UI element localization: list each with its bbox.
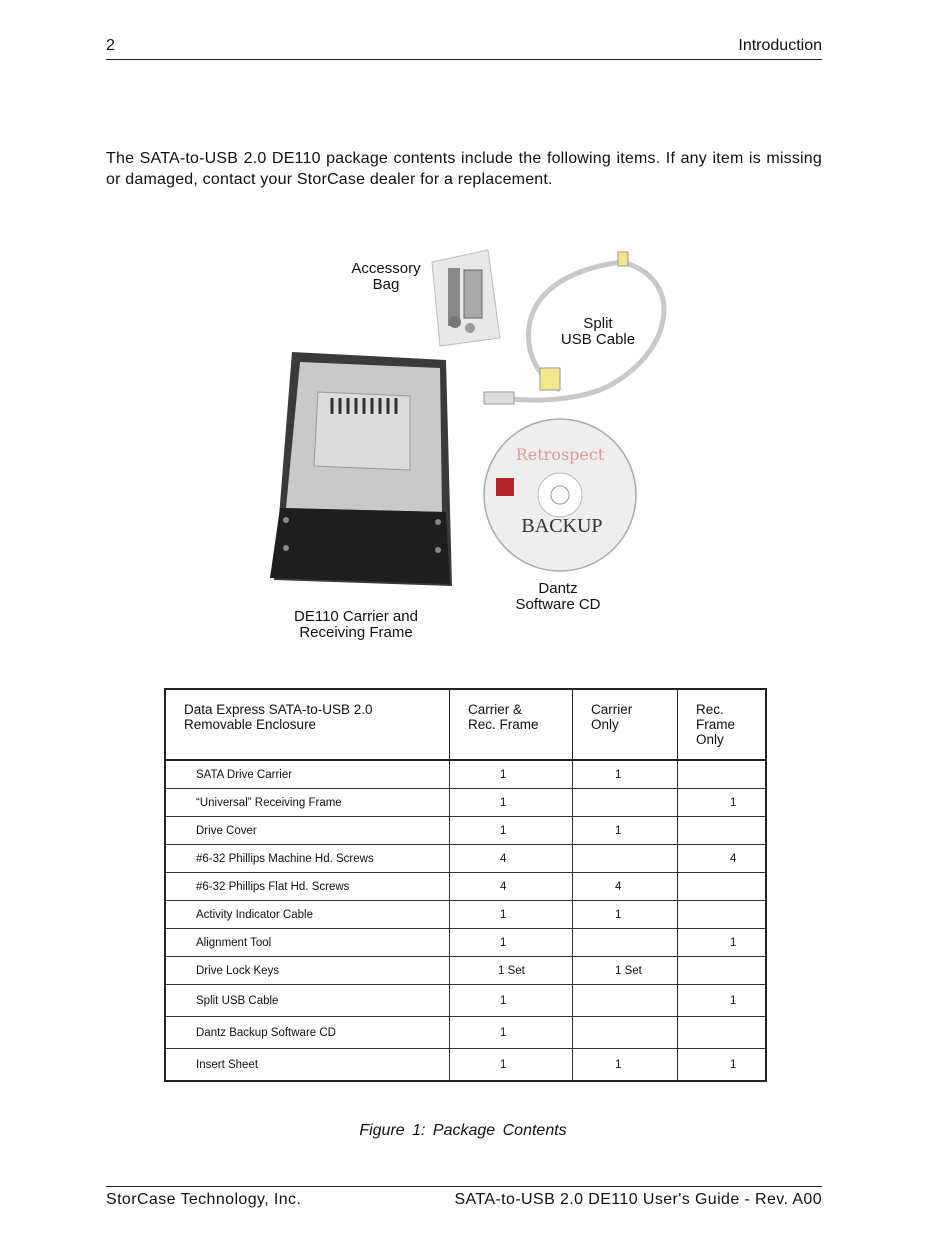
cell-value: 1 — [573, 760, 678, 789]
table-row — [165, 1017, 766, 1049]
cell-value: 1 — [678, 789, 767, 817]
table-row — [165, 817, 766, 845]
page-number: 2 — [106, 37, 115, 54]
label-dantz-cd: Dantz Software CD — [515, 580, 601, 613]
col-header-carrier-frame: Carrier & Rec. Frame — [450, 689, 573, 760]
cell-value: 1 — [450, 817, 573, 845]
cell-value: 1 — [573, 901, 678, 929]
cell-value: 1 — [450, 760, 573, 789]
cell-value: 1 — [450, 985, 573, 1017]
cd-title-text: BACKUP — [521, 515, 603, 537]
cell-value — [573, 985, 678, 1017]
table-row — [165, 789, 766, 817]
item-name: “Universal” Receiving Frame — [165, 789, 450, 817]
table-header-row — [165, 689, 766, 760]
col-header-enclosure: Data Express SATA-to-USB 2.0 Removable Enclosure — [165, 689, 450, 760]
footer-document-title: SATA-to-USB 2.0 DE110 User's Guide - Rev. A00 — [454, 1191, 822, 1208]
cell-value — [678, 817, 767, 845]
package-contents-table — [164, 688, 767, 1082]
item-name: Drive Cover — [165, 817, 450, 845]
cell-value — [678, 873, 767, 901]
cell-value: 1 — [450, 901, 573, 929]
cell-value — [573, 929, 678, 957]
carrier-frame-image — [270, 352, 452, 586]
cell-value — [678, 1017, 767, 1049]
item-name: Insert Sheet — [165, 1049, 450, 1082]
label-carrier-frame: DE110 Carrier and Receiving Frame — [294, 608, 418, 641]
software-cd-image — [484, 419, 636, 571]
figure-caption: Figure 1: Package Contents — [359, 1122, 567, 1139]
item-name: #6-32 Phillips Machine Hd. Screws — [165, 845, 450, 873]
cell-value: 4 — [450, 845, 573, 873]
cell-value — [678, 957, 767, 985]
cell-value: 1 — [450, 929, 573, 957]
cell-value: 4 — [678, 845, 767, 873]
cell-value: 1 — [678, 929, 767, 957]
table-row — [165, 985, 766, 1017]
item-name: Drive Lock Keys — [165, 957, 450, 985]
cell-value: 1 — [678, 985, 767, 1017]
intro-paragraph: The SATA-to-USB 2.0 DE110 package contents include the following items. If any item is missing or damaged, contact your StorCase dealer for a replacement. — [106, 150, 822, 188]
cell-value: 1 — [678, 1049, 767, 1082]
table-row — [165, 760, 766, 789]
table-row — [165, 957, 766, 985]
item-name: SATA Drive Carrier — [165, 760, 450, 789]
label-accessory-bag: Accessory Bag — [351, 260, 421, 293]
cell-value: 1 Set — [450, 957, 573, 985]
item-name: Alignment Tool — [165, 929, 450, 957]
table-row — [165, 929, 766, 957]
item-name: Activity Indicator Cable — [165, 901, 450, 929]
cell-value: 1 — [573, 817, 678, 845]
page-footer — [106, 1186, 822, 1208]
table-row — [165, 1049, 766, 1082]
col-header-frame-only: Rec. Frame Only — [678, 689, 767, 760]
item-name: #6-32 Phillips Flat Hd. Screws — [165, 873, 450, 901]
cell-value: 1 — [573, 1049, 678, 1082]
cell-value: 4 — [573, 873, 678, 901]
table-row — [165, 901, 766, 929]
section-title: Introduction — [738, 37, 822, 54]
item-name: Dantz Backup Software CD — [165, 1017, 450, 1049]
cell-value — [573, 845, 678, 873]
footer-company: StorCase Technology, Inc. — [106, 1191, 302, 1208]
cell-value — [573, 789, 678, 817]
cd-brand-text: Retrospect — [515, 445, 605, 464]
cell-value: 4 — [450, 873, 573, 901]
cell-value — [678, 760, 767, 789]
cell-value: 1 — [450, 1017, 573, 1049]
cell-value: 1 — [450, 1049, 573, 1082]
cell-value: 1 Set — [573, 957, 678, 985]
item-name: Split USB Cable — [165, 985, 450, 1017]
table-row — [165, 873, 766, 901]
col-header-carrier-only: Carrier Only — [573, 689, 678, 760]
table-row — [165, 845, 766, 873]
accessory-bag-image — [432, 250, 500, 346]
label-split-usb-cable: Split USB Cable — [560, 315, 636, 348]
cell-value: 1 — [450, 789, 573, 817]
cell-value — [678, 901, 767, 929]
cell-value — [573, 1017, 678, 1049]
